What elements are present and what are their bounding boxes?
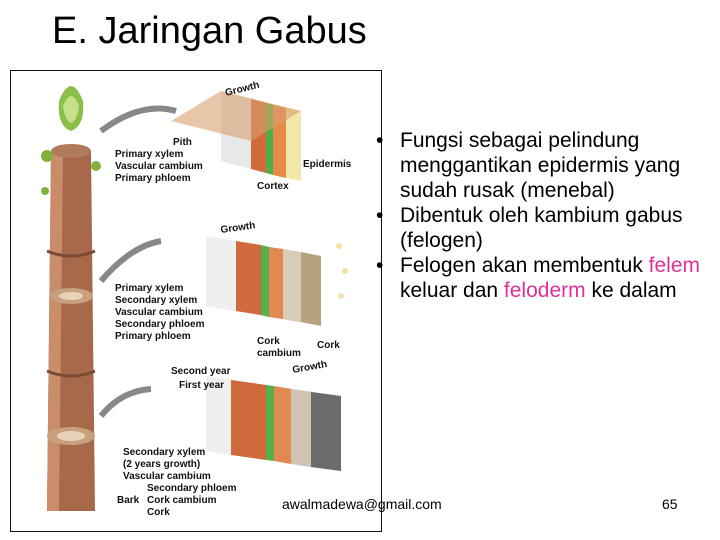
label-vascular-cambium-2: Vascular cambium bbox=[115, 307, 203, 318]
label-cork-2: Cork bbox=[317, 340, 340, 351]
label-secondary-phloem-2: Secondary phloem bbox=[115, 319, 205, 330]
growth-label-2: Growth bbox=[219, 220, 257, 236]
label-primary-phloem-2: Primary phloem bbox=[115, 331, 191, 342]
bullet-text-3b: keluar dan bbox=[400, 279, 504, 302]
bullet-dot-icon: • bbox=[376, 254, 384, 277]
label-primary-phloem-1: Primary phloem bbox=[115, 173, 191, 184]
label-cork-cambium-2a: Cork bbox=[257, 336, 280, 347]
bullet-text-3a: Felogen akan membentuk bbox=[400, 254, 649, 277]
stem-diagram bbox=[11, 71, 384, 531]
label-cork-3: Cork bbox=[147, 507, 170, 518]
page-number: 65 bbox=[662, 496, 678, 512]
slide-title: E. Jaringan Gabus bbox=[52, 10, 367, 52]
growth-label-3: Growth bbox=[291, 359, 328, 376]
stem-growth-figure bbox=[10, 70, 382, 532]
growth-label-1: Growth bbox=[224, 79, 261, 99]
bullet-text-2: Dibentuk oleh kambium gabus (felogen) bbox=[400, 204, 683, 252]
bullet-dot-icon: • bbox=[376, 204, 384, 227]
label-cork-cambium-2b: cambium bbox=[257, 348, 301, 359]
label-pith: Pith bbox=[173, 137, 192, 148]
footer-email: awalmadewa@gmail.com bbox=[282, 496, 442, 512]
arrow-2 bbox=[101, 241, 161, 281]
bullet-list bbox=[370, 128, 710, 303]
label-vascular-cambium-3: Vascular cambium bbox=[123, 471, 211, 482]
stem-illustration bbox=[41, 86, 101, 511]
arrow-3 bbox=[101, 389, 151, 416]
term-felem: felem bbox=[648, 254, 701, 277]
label-secondary-xylem-3: Secondary xylem bbox=[123, 447, 206, 458]
bullet-text-1: Fungsi sebagai pelindung menggantikan epidermis yang sudah rusak (menebal) bbox=[400, 129, 681, 202]
label-cork-cambium-3: Cork cambium bbox=[147, 495, 217, 506]
bullet-text-3c: ke dalam bbox=[585, 279, 677, 302]
label-two-years-growth: (2 years growth) bbox=[123, 459, 201, 470]
label-secondary-xylem-2: Secondary xylem bbox=[115, 295, 198, 306]
term-feloderm: feloderm bbox=[503, 279, 586, 302]
label-primary-xylem-1: Primary xylem bbox=[115, 149, 184, 160]
arrow-1 bbox=[101, 109, 176, 132]
label-bark: Bark bbox=[117, 495, 140, 506]
label-vascular-cambium-1: Vascular cambium bbox=[115, 161, 203, 172]
panel-3-section bbox=[206, 376, 341, 471]
panel-2-section bbox=[206, 236, 348, 326]
label-second-year: Second year bbox=[171, 366, 231, 377]
bullet-item-2 bbox=[370, 203, 710, 253]
label-cortex: Cortex bbox=[257, 181, 289, 192]
bullet-item-1 bbox=[370, 128, 710, 203]
label-secondary-phloem-3: Secondary phloem bbox=[147, 483, 237, 494]
label-first-year: First year bbox=[179, 380, 225, 391]
label-primary-xylem-2: Primary xylem bbox=[115, 283, 184, 294]
bullet-dot-icon: • bbox=[376, 129, 384, 152]
label-epidermis: Epidermis bbox=[303, 159, 352, 170]
bullet-item-3 bbox=[370, 253, 710, 303]
